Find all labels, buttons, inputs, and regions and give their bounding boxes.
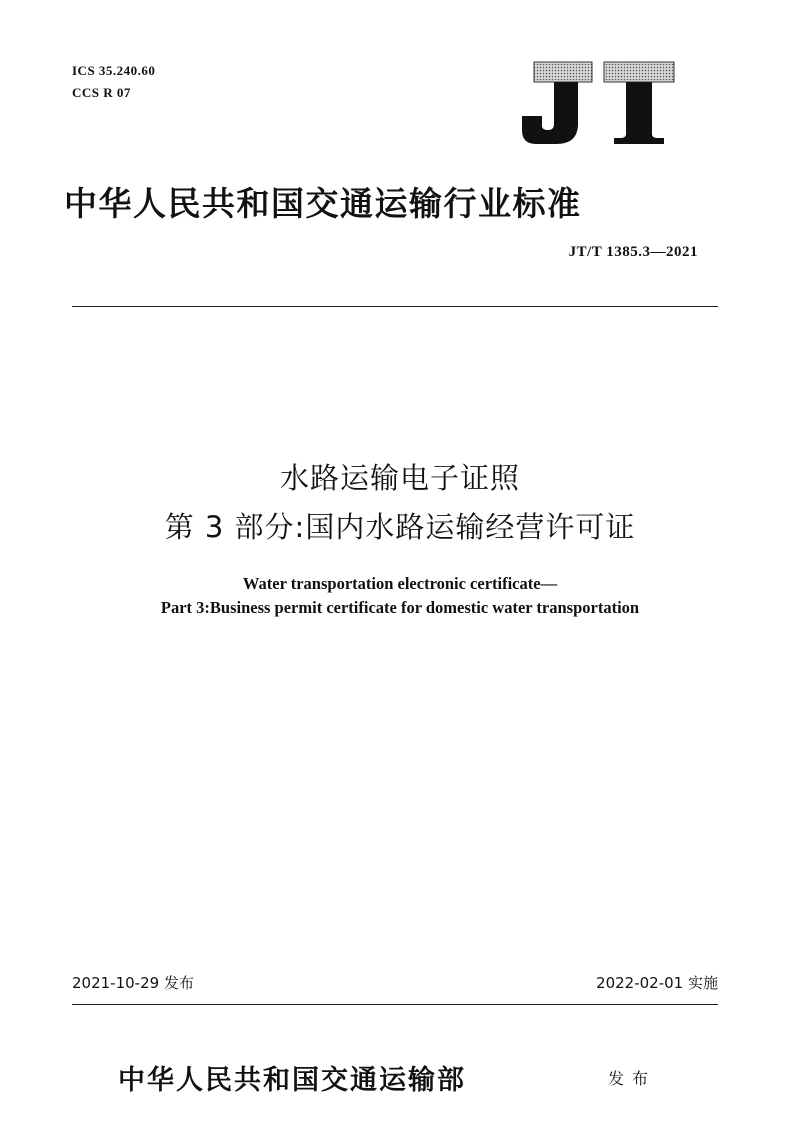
- bottom-divider: [72, 1004, 718, 1005]
- issue-date: 2021-10-29 发布: [72, 974, 194, 992]
- standard-number: JT/T 1385.3—2021: [568, 244, 698, 260]
- chinese-title-line-1: 水路运输电子证照: [279, 461, 520, 495]
- top-divider: [72, 306, 718, 307]
- standard-category-title: 中华人民共和国交通运输行业标准: [64, 184, 582, 223]
- implementation-date: 2022-02-01 实施: [596, 974, 718, 992]
- english-title-line-1: Water transportation electronic certificate—: [242, 574, 558, 593]
- publisher-name: 中华人民共和国交通运输部: [118, 1065, 466, 1096]
- ccs-code: CCS R 07: [72, 85, 131, 100]
- jt-logo: [518, 60, 678, 146]
- publisher-suffix: 发布: [608, 1069, 657, 1088]
- ics-code: ICS 35.240.60: [72, 63, 156, 78]
- chinese-title-line-2: 第 3 部分:国内水路运输经营许可证: [164, 510, 636, 544]
- english-title-line-2: Part 3:Business permit certificate for domestic water transportation: [160, 598, 640, 617]
- classification-codes: [72, 60, 155, 104]
